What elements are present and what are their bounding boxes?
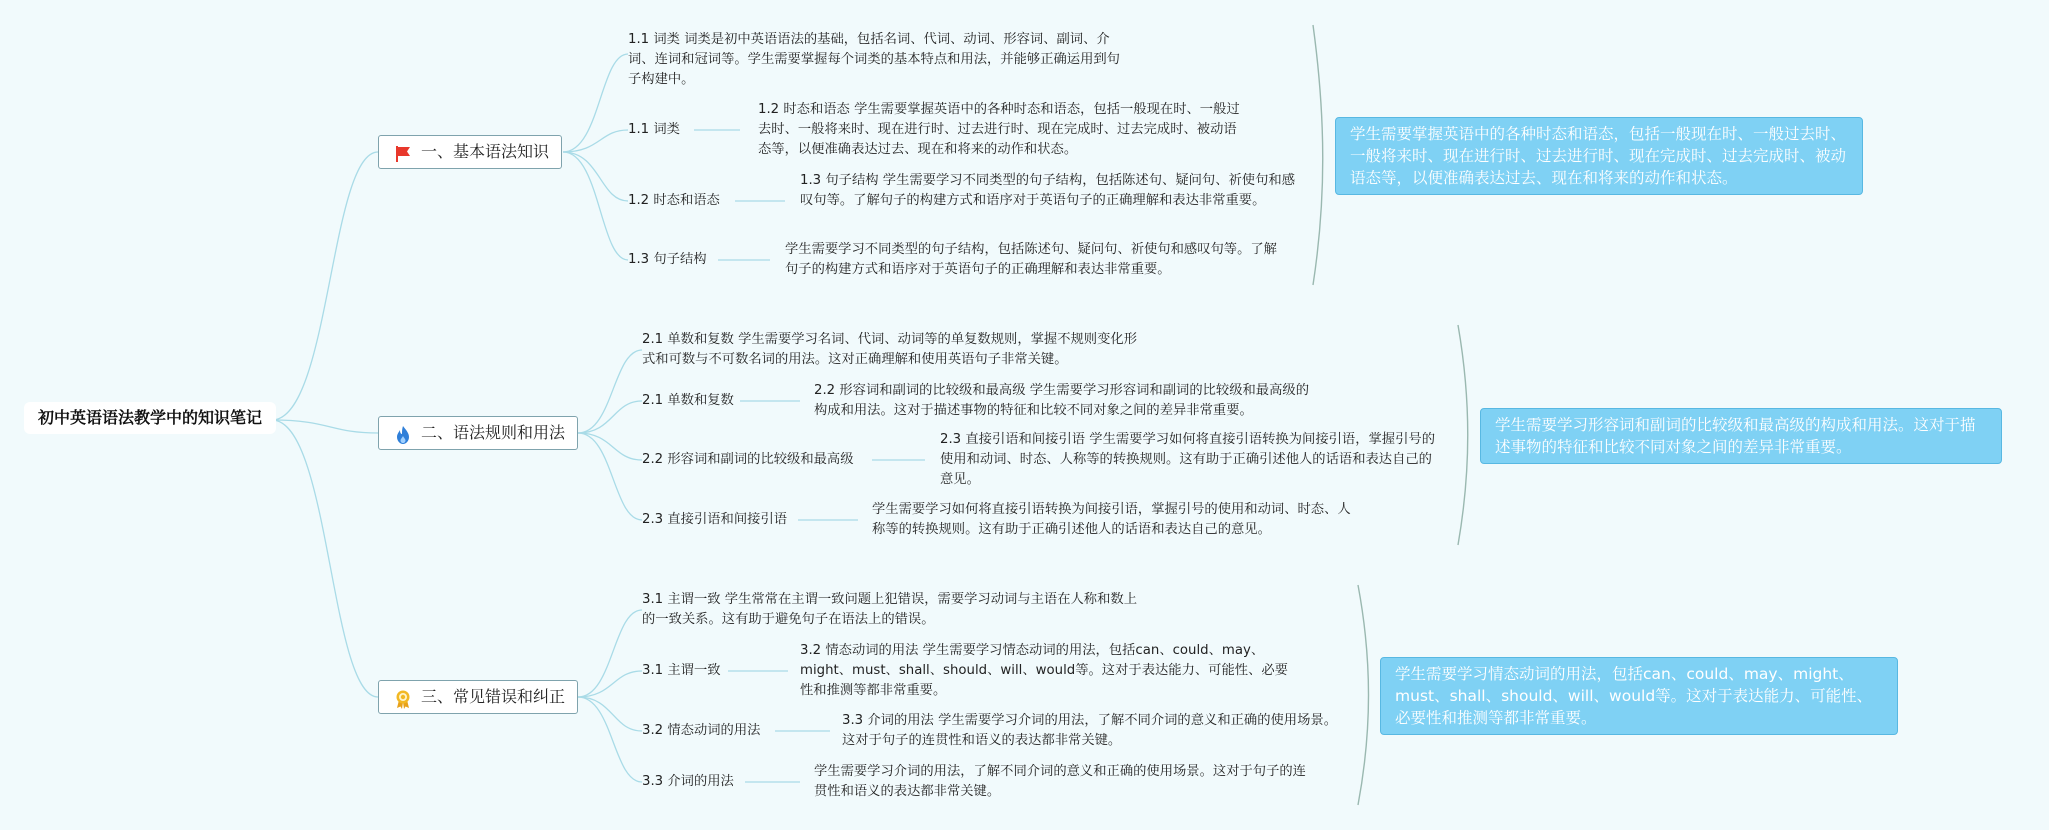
flame-icon (393, 423, 413, 443)
branch-basic-grammar[interactable] (378, 135, 562, 169)
item-label[interactable]: 1.1 词类 (628, 122, 680, 137)
item-description: 学生需要学习如何将直接引语转换为间接引语，掌握引号的使用和动词、时态、人称等的转换规则。这有助于正确引述他人的话语和表达自己的意见。 (872, 502, 1351, 537)
award-ribbon-icon (393, 687, 413, 707)
summary-box[interactable]: 学生需要学习情态动词的用法，包括can、could、may、might、must、shall、should、will、would等。这对于表达能力、可能性、必要性和推测等都非常重要。 (1380, 657, 1898, 735)
item-label[interactable]: 3.2 情态动词的用法 (642, 723, 761, 738)
item-description: 1.3 句子结构 学生需要学习不同类型的句子结构，包括陈述句、疑问句、祈使句和感叹句等。了解句子的构建方式和语序对于英语句子的正确理解和表达非常重要。 (800, 173, 1295, 208)
item-description: 2.3 直接引语和间接引语 学生需要学习如何将直接引语转换为间接引语，掌握引号的使用和动词、时态、人称等的转换规则。这有助于正确引述他人的话语和表达自己的意见。 (940, 432, 1435, 487)
summary-box[interactable]: 学生需要学习形容词和副词的比较级和最高级的构成和用法。这对于描述事物的特征和比较不同对象之间的差异非常重要。 (1480, 408, 2002, 464)
branch-common-errors[interactable] (378, 680, 578, 714)
item-label[interactable]: 1.2 时态和语态 (628, 193, 720, 208)
flag-icon (393, 142, 413, 162)
item-description: 3.3 介词的用法 学生需要学习介词的用法，了解不同介词的意义和正确的使用场景。这对于句子的连贯性和语义的表达都非常关键。 (842, 713, 1337, 748)
branch-label: 二、语法规则和用法 (421, 423, 566, 442)
item-label[interactable]: 2.3 直接引语和间接引语 (642, 512, 788, 527)
branch-grammar-rules[interactable] (378, 416, 578, 450)
summary-box[interactable]: 学生需要掌握英语中的各种时态和语态，包括一般现在时、一般过去时、一般将来时、现在进行时、过去进行时、现在完成时、过去完成时、被动语态等，以便准确表达过去、现在和将来的动作和状态。 (1335, 117, 1863, 195)
item-description: 学生需要学习不同类型的句子结构，包括陈述句、疑问句、祈使句和感叹句等。了解句子的构建方式和语序对于英语句子的正确理解和表达非常重要。 (785, 242, 1277, 277)
item-label[interactable]: 1.3 句子结构 (628, 252, 707, 267)
item-description: 学生需要学习介词的用法，了解不同介词的意义和正确的使用场景。这对于句子的连贯性和语义的表达都非常关键。 (814, 764, 1306, 799)
branch-label: 三、常见错误和纠正 (421, 687, 566, 706)
root-node[interactable]: 初中英语语法教学中的知识笔记 (24, 402, 276, 434)
item-description: 1.2 时态和语态 学生需要掌握英语中的各种时态和语态，包括一般现在时、一般过去时、一般将来时、现在进行时、过去进行时、现在完成时、过去完成时、被动语态等，以便准确表达过去、现在和将来的动作和状态。 (758, 102, 1240, 157)
item-label[interactable]: 3.3 介词的用法 (642, 774, 734, 789)
intro-text: 3.1 主谓一致 学生常常在主谓一致问题上犯错误，需要学习动词与主语在人称和数上的一致关系。这有助于避免句子在语法上的错误。 (642, 592, 1137, 627)
item-label[interactable]: 2.1 单数和复数 (642, 393, 734, 408)
branch-label: 一、基本语法知识 (421, 142, 550, 161)
intro-text: 2.1 单数和复数 学生需要学习名词、代词、动词等的单复数规则，掌握不规则变化形式和可数与不可数名词的用法。这对正确理解和使用英语句子非常关键。 (642, 332, 1137, 367)
item-description: 3.2 情态动词的用法 学生需要学习情态动词的用法，包括can、could、may、might、must、shall、should、will、would等。这对于表达能力、可能性、必要性和推测等都非常重要。 (800, 643, 1288, 698)
intro-text: 1.1 词类 词类是初中英语语法的基础，包括名词、代词、动词、形容词、副词、介词、连词和冠词等。学生需要掌握每个词类的基本特点和用法，并能够正确运用到句子构建中。 (628, 32, 1120, 87)
item-label[interactable]: 3.1 主谓一致 (642, 663, 721, 678)
item-label[interactable]: 2.2 形容词和副词的比较级和最高级 (642, 452, 854, 467)
item-description: 2.2 形容词和副词的比较级和最高级 学生需要学习形容词和副词的比较级和最高级的构成和用法。这对于描述事物的特征和比较不同对象之间的差异非常重要。 (814, 383, 1309, 418)
